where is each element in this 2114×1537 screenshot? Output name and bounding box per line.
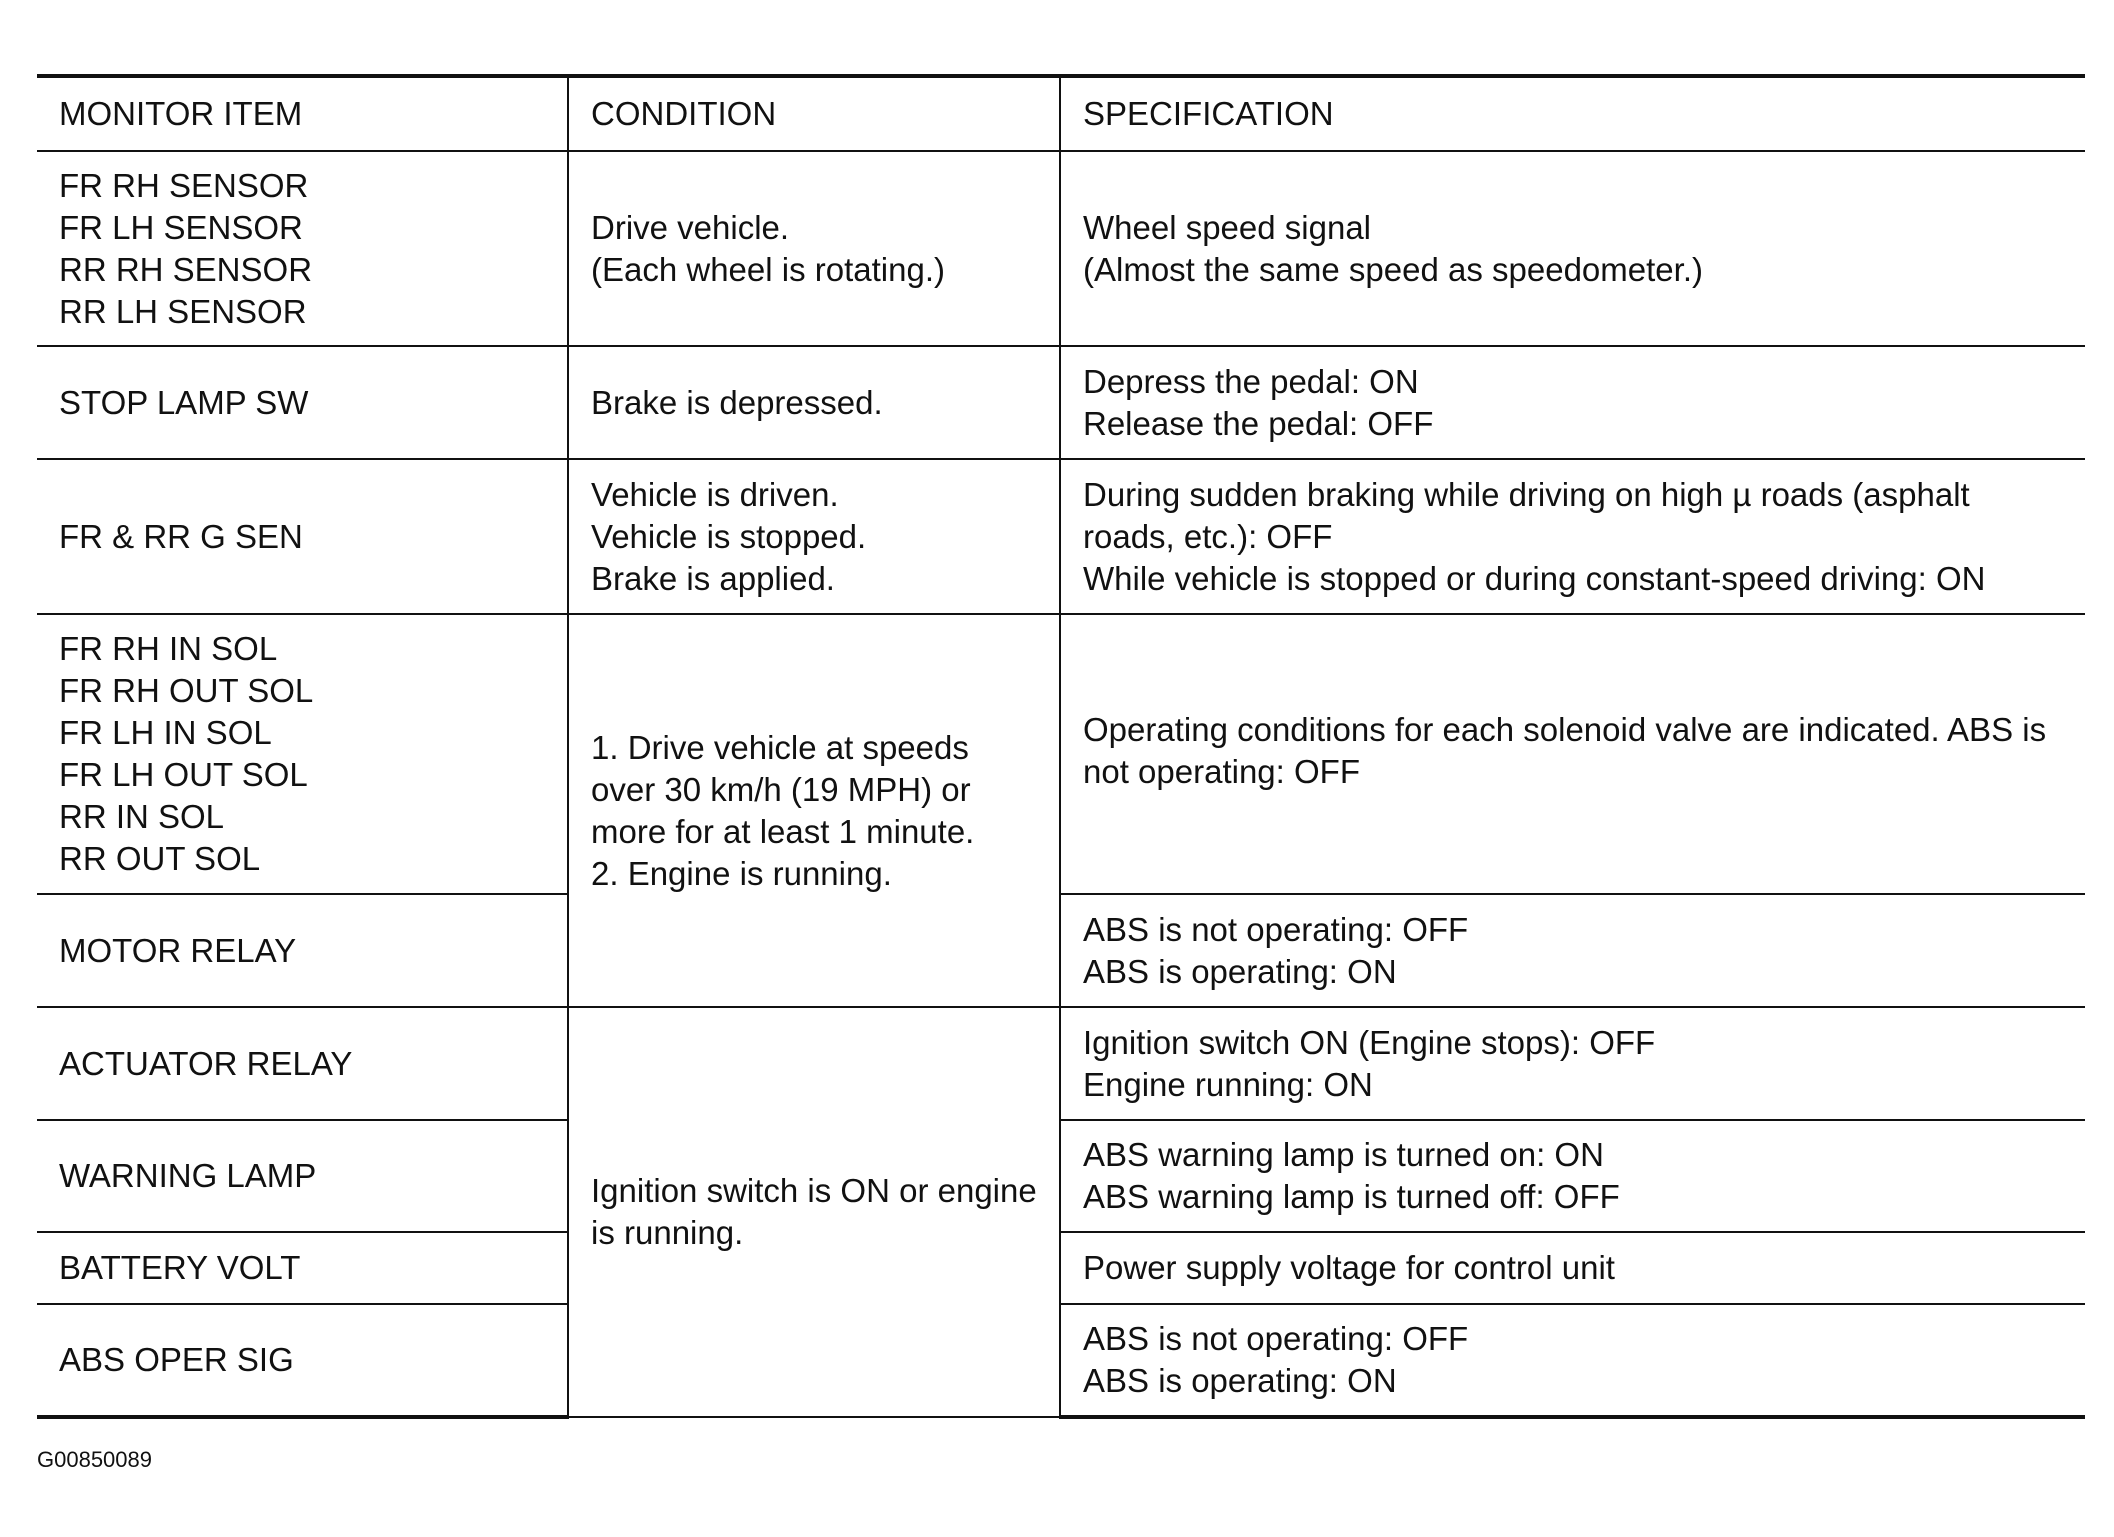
header-specification: SPECIFICATION [1060,76,2085,151]
monitor-item-cell [37,614,568,894]
table-row [37,1007,2085,1120]
monitor-item-cell [37,346,568,459]
specification-text: Power supply voltage for control unit [1083,1249,1615,1286]
monitor-item-cell [37,151,568,346]
monitor-item-table [37,74,2085,1419]
specification-text: ABS warning lamp is turned on: ON ABS warning lamp is turned off: OFF [1083,1136,1620,1215]
specification-cell [1060,346,2085,459]
monitor-item-cell [37,894,568,1007]
condition-text: 1. Drive vehicle at speeds over 30 km/h (19 MPH) or more for at least 1 minute. 2. Engine is running. [591,728,975,892]
monitor-item-table-container [37,74,2085,1419]
monitor-item-text: BATTERY VOLT [59,1249,301,1286]
specification-text: ABS is not operating: OFF ABS is operating: ON [1083,1320,1469,1399]
condition-cell [568,614,1060,1007]
table-row [37,614,2085,894]
table-row [37,151,2085,346]
monitor-item-cell [37,1304,568,1417]
condition-text: Brake is depressed. [591,383,883,421]
condition-cell [568,459,1060,614]
table-row [37,1304,2085,1417]
monitor-item-text: STOP LAMP SW [59,383,309,421]
specification-cell [1060,894,2085,1007]
condition-text: Drive vehicle. (Each wheel is rotating.) [591,208,945,288]
condition-cell [568,346,1060,459]
table-row [37,1120,2085,1232]
figure-id: G00850089 [37,1447,152,1472]
monitor-item-text: ABS OPER SIG [59,1341,294,1378]
condition-cell [568,151,1060,346]
specification-cell [1060,1120,2085,1232]
table-row [37,894,2085,1007]
specification-text: ABS is not operating: OFF ABS is operating: ON [1083,910,1469,990]
specification-text: Operating conditions for each solenoid valve are indicated. ABS is not operating: OFF [1083,711,2047,790]
table-row [37,1232,2085,1304]
specification-text: Depress the pedal: ON Release the pedal: OFF [1083,362,1434,442]
condition-text: Vehicle is driven. Vehicle is stopped. Brake is applied. [591,475,867,597]
specification-text: Wheel speed signal (Almost the same speed as speedometer.) [1083,208,1703,288]
table-row [37,346,2085,459]
monitor-item-text: FR & RR G SEN [59,517,303,555]
specification-cell [1060,151,2085,346]
monitor-item-cell [37,459,568,614]
specification-cell [1060,1232,2085,1304]
condition-text: Ignition switch is ON or engine is running. [591,1172,1037,1251]
condition-cell [568,1007,1060,1417]
monitor-item-text: FR RH SENSOR FR LH SENSOR RR RH SENSOR RR LH SENSOR [59,166,313,330]
specification-text: During sudden braking while driving on high µ roads (asphalt roads, etc.): OFF While vehicle is stopped or during constant-speed driving: ON [1083,475,1986,597]
specification-cell [1060,1304,2085,1417]
monitor-item-cell [37,1120,568,1232]
monitor-item-text: MOTOR RELAY [59,931,297,969]
monitor-item-cell [37,1007,568,1120]
specification-text: Ignition switch ON (Engine stops): OFF Engine running: ON [1083,1023,1656,1103]
header-condition: CONDITION [568,76,1060,151]
table-header-row [37,76,2085,151]
monitor-item-cell [37,1232,568,1304]
table-row [37,459,2085,614]
specification-cell [1060,614,2085,894]
header-monitor-item: MONITOR ITEM [37,76,568,151]
monitor-item-text: FR RH IN SOL FR RH OUT SOL FR LH IN SOL FR LH OUT SOL RR IN SOL RR OUT SOL [59,630,314,877]
monitor-item-text: ACTUATOR RELAY [59,1044,353,1082]
specification-cell [1060,459,2085,614]
specification-cell [1060,1007,2085,1120]
monitor-item-text: WARNING LAMP [59,1157,317,1194]
